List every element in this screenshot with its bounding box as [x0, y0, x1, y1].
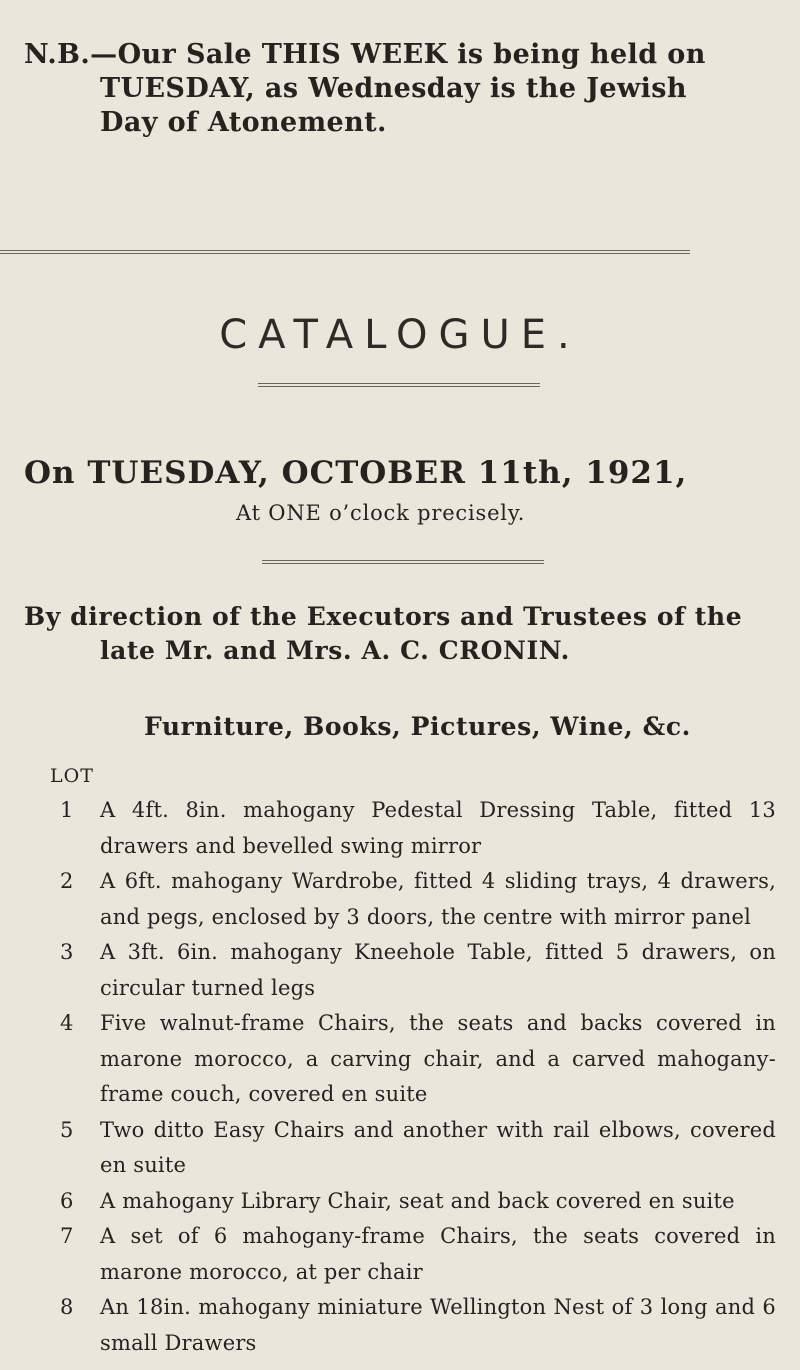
lot-number: 5 — [60, 1117, 74, 1142]
lot-description: A 3ft. 6in. mahogany Kneehole Table, fitted 5 drawers, on circular turned legs — [100, 940, 776, 1000]
lot-number: 4 — [60, 1011, 74, 1035]
sale-contents-subtitle: Furniture, Books, Pictures, Wine, &c. — [144, 712, 691, 741]
lot-item — [52, 1219, 788, 1290]
lot-list — [52, 793, 788, 1361]
sale-date: On TUESDAY, OCTOBER 11th, 1921, — [24, 455, 688, 491]
lot-number: 3 — [60, 940, 74, 964]
lot-item — [52, 864, 788, 935]
lot-item — [52, 793, 788, 864]
lot-description: A set of 6 mahogany-frame Chairs, the seats covered in marone morocco, at per chair — [100, 1224, 776, 1284]
sale-time: At ONE o’clock precisely. — [236, 501, 526, 525]
title-divider — [258, 383, 540, 384]
lot-number: 6 — [60, 1188, 74, 1213]
lot-description: Two ditto Easy Chairs and another with rail elbows, covered en suite — [100, 1117, 776, 1177]
lot-description: A 4ft. 8in. mahogany Pedestal Dressing Table, fitted 13 drawers and bevelled swing mirror — [100, 798, 776, 858]
notice-line-2: TUESDAY, as Wednesday is the Jewish — [100, 73, 687, 104]
lot-number: 8 — [60, 1295, 74, 1319]
lot-description: An 18in. mahogany miniature Wellington Nest of 3 long and 6 small Drawers — [100, 1295, 776, 1355]
direction-notice — [24, 600, 742, 668]
lot-item — [52, 1113, 788, 1184]
lot-description: A 6ft. mahogany Wardrobe, fitted 4 sliding trays, 4 drawers, and pegs, enclosed by 3 doors, the centre with mirror panel — [100, 869, 776, 929]
sale-notice — [24, 38, 784, 140]
catalogue-title: CATALOGUE. — [219, 312, 581, 358]
lot-number: 2 — [60, 869, 74, 893]
date-divider — [262, 560, 544, 561]
direction-line-1: By direction of the Executors and Trustees of the — [24, 602, 743, 631]
lot-item — [52, 1290, 788, 1361]
lot-item — [52, 1006, 788, 1113]
notice-line-3: Day of Atonement. — [100, 107, 387, 138]
lot-item — [52, 935, 788, 1006]
lot-column-heading: LOT — [50, 765, 94, 787]
notice-line-1: N.B.—Our Sale THIS WEEK is being held on — [24, 39, 706, 70]
lot-number: 7 — [60, 1224, 74, 1248]
lot-number: 1 — [60, 798, 74, 822]
notice-divider — [0, 250, 690, 251]
lot-description: A mahogany Library Chair, seat and back covered en suite — [100, 1188, 735, 1213]
lot-description: Five walnut-frame Chairs, the seats and backs covered in marone morocco, a carving chair, and a carved mahogany-frame couch, covered en suite — [100, 1011, 776, 1106]
lot-item — [52, 1184, 788, 1220]
direction-line-2: late Mr. and Mrs. A. C. CRONIN. — [100, 636, 570, 665]
